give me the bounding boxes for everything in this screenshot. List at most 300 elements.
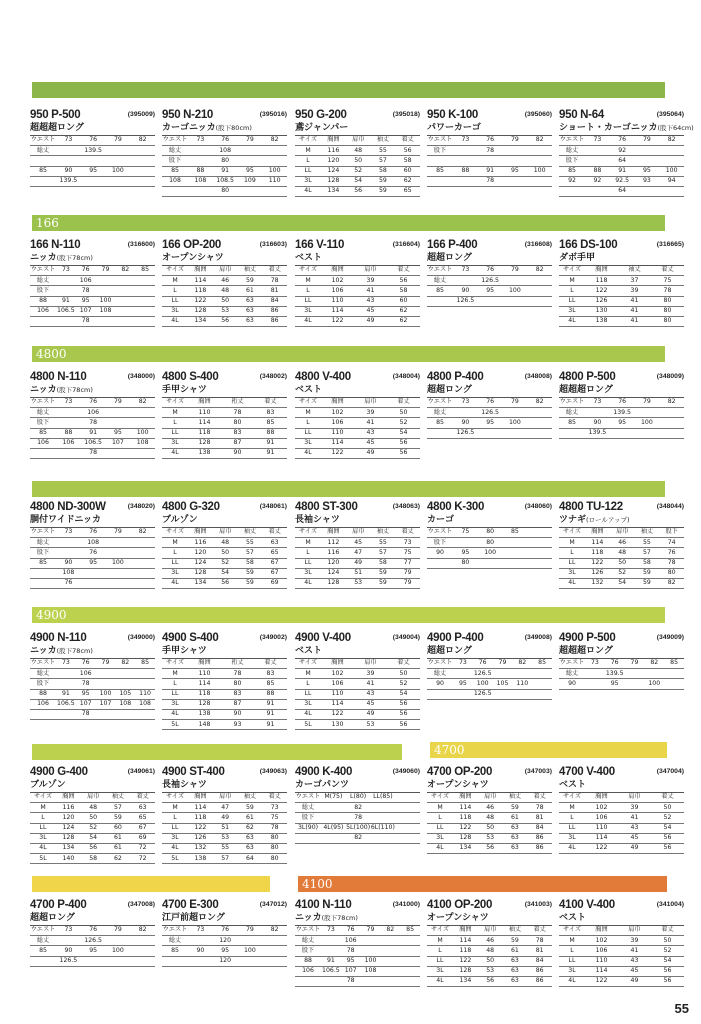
size-cell: 41 (630, 813, 639, 821)
size-row (559, 177, 684, 187)
size-row (295, 439, 420, 449)
size-cell: 5L (171, 720, 179, 728)
size-row (427, 946, 552, 956)
size-cell: 134 (459, 844, 472, 852)
size-cell: 85 (266, 679, 275, 687)
size-row (559, 276, 684, 286)
size-cell: 95 (461, 548, 470, 556)
size-table (559, 926, 684, 987)
size-cell: 78 (667, 559, 676, 567)
product-code: 4100 N-110 (341000) (295, 899, 420, 911)
product-name: 超超ロング (427, 386, 552, 398)
size-cell: 63 (245, 307, 254, 315)
size-cell: 78 (346, 977, 355, 985)
product-name: 超超超ロング (559, 647, 684, 659)
size-cell: 股下 (433, 146, 447, 154)
size-cell: 95 (89, 946, 98, 954)
size-row (559, 146, 684, 156)
size-cell: 着丈 (397, 398, 410, 406)
size-row (162, 824, 287, 834)
size-cell: 128 (62, 834, 75, 842)
size-cell: 91 (266, 710, 275, 718)
size-table (162, 266, 287, 327)
size-row (427, 844, 552, 854)
size-cell: 86 (535, 834, 544, 842)
product-number: (341000) (392, 901, 420, 908)
size-cell: 着丈 (533, 926, 546, 934)
size-cell: 54 (399, 690, 408, 698)
size-cell: 122 (459, 824, 472, 832)
product-number: (348063) (392, 503, 420, 510)
size-row (295, 946, 420, 956)
size-cell: 総丈 (565, 669, 579, 677)
size-cell: 73 (326, 926, 335, 934)
size-cell: 82 (138, 398, 147, 406)
size-cell: 80 (270, 844, 279, 852)
size-cell: 79 (366, 926, 375, 934)
size-cell: LL (568, 559, 576, 567)
size-cell: 4L (171, 317, 179, 325)
size-cell: 85 (436, 167, 444, 175)
size-cell: 90 (196, 946, 205, 954)
size-cell: 85 (39, 167, 47, 175)
size-cell: 胸囲 (194, 266, 207, 274)
size-cell: L (306, 679, 310, 687)
size-cell: 78 (81, 710, 90, 718)
size-row (427, 659, 552, 669)
size-row (559, 834, 684, 844)
product-card (427, 900, 552, 987)
size-cell: 76 (81, 266, 90, 274)
size-cell: 95 (245, 167, 254, 175)
size-row (427, 429, 552, 439)
size-cell: 116 (194, 538, 207, 546)
size-row (427, 528, 552, 538)
size-cell: ウエスト (295, 926, 321, 934)
size-cell: 41 (630, 297, 639, 305)
size-cell: 5L (171, 854, 179, 862)
size-cell: サイズ (562, 926, 582, 934)
size-row (295, 579, 420, 589)
size-cell: 肩巾 (218, 793, 232, 801)
size-cell: 108 (219, 146, 232, 154)
size-cell: 114 (459, 936, 472, 944)
product-card (295, 502, 420, 589)
size-cell: 肩巾 (364, 398, 377, 406)
size-row (162, 926, 287, 936)
size-cell: 袖丈 (376, 136, 390, 144)
product-card (427, 240, 552, 307)
size-cell: 76 (89, 926, 98, 934)
size-cell: 91 (266, 439, 275, 447)
product-name: ダボ手甲 (559, 254, 684, 266)
size-cell: 48 (89, 803, 98, 811)
size-row (559, 297, 684, 307)
product-code: 4800 K-300 (348060) (427, 501, 552, 513)
size-cell: 総丈 (433, 276, 447, 284)
size-cell: 106 (79, 276, 92, 284)
size-cell: 106 (87, 408, 100, 416)
size-row (427, 297, 552, 307)
size-cell: LL (39, 824, 47, 832)
size-cell: L(80) (350, 793, 367, 801)
size-cell: 100 (648, 679, 661, 687)
product-name: 手甲シャツ (162, 386, 287, 398)
size-cell: 80 (233, 418, 242, 426)
size-cell: 138 (198, 710, 211, 718)
size-cell: 56 (399, 720, 408, 728)
size-cell: 75 (461, 528, 470, 536)
size-cell: 胸囲 (595, 926, 608, 934)
size-cell: 108 (136, 439, 149, 447)
size-cell: 59 (113, 813, 122, 821)
size-cell: 126 (194, 834, 207, 842)
size-row (295, 187, 420, 197)
size-cell: L (306, 418, 310, 426)
size-cell: LL (304, 429, 312, 437)
size-cell: 61 (245, 813, 254, 821)
size-cell: 73 (461, 266, 470, 274)
product-code: 166 DS-100 (316665) (559, 239, 684, 251)
size-cell: 63 (510, 957, 519, 965)
size-cell: 76 (486, 136, 495, 144)
product-number: (316604) (392, 241, 420, 248)
product-name: オープンシャツ (427, 914, 552, 926)
size-cell: 90 (593, 418, 602, 426)
product-name-note: (ロールアップ) (586, 516, 630, 524)
product-name-note: (股下78cm) (56, 386, 93, 394)
size-cell: 95 (510, 167, 519, 175)
size-cell: 4L (568, 977, 576, 985)
size-cell: 73 (593, 398, 602, 406)
product-code: 4900 S-400 (349002) (162, 632, 287, 644)
size-cell: 85 (538, 659, 547, 667)
product-name-note: (股下64cm) (657, 124, 694, 132)
size-cell: 49 (366, 710, 375, 718)
size-cell: 46 (221, 276, 230, 284)
size-row (559, 538, 684, 548)
size-cell: 59 (510, 803, 519, 811)
size-table (30, 398, 155, 459)
size-cell: 胸囲 (194, 528, 207, 536)
product-code: 4700 P-400 (347008) (30, 899, 155, 911)
size-cell: 67 (138, 824, 147, 832)
size-cell: M (172, 669, 178, 677)
size-cell: 108 (169, 177, 181, 185)
product-card (559, 900, 684, 987)
size-cell: 80 (486, 528, 495, 536)
size-cell: 78 (89, 449, 98, 457)
size-cell: 52 (618, 569, 627, 577)
size-cell: 108 (87, 538, 100, 546)
size-cell: 4L (436, 844, 444, 852)
size-table (559, 398, 684, 439)
size-row (427, 669, 552, 679)
size-cell: 3L (304, 439, 312, 447)
size-cell: LL (171, 559, 179, 567)
size-cell: M (569, 803, 575, 811)
size-cell: 79 (403, 579, 412, 587)
product-number: (316600) (127, 241, 155, 248)
size-cell: 100 (243, 946, 256, 954)
size-cell: 108.5 (216, 177, 234, 185)
product-number: (341004) (656, 901, 684, 908)
size-row (30, 538, 155, 548)
size-cell: 88 (39, 297, 47, 305)
size-row (559, 936, 684, 946)
size-cell: 92 (593, 177, 602, 185)
size-cell: 39 (366, 408, 375, 416)
size-cell: 股下 (36, 548, 50, 556)
size-cell: 着丈 (661, 793, 674, 801)
size-row (295, 690, 420, 700)
size-cell: 95 (81, 297, 90, 305)
size-table (295, 528, 420, 589)
size-row (559, 679, 684, 689)
size-row (559, 167, 684, 177)
size-row (162, 307, 287, 317)
product-name: 長袖シャツ (295, 516, 420, 528)
size-cell: 102 (331, 276, 344, 284)
size-cell: 90 (436, 548, 444, 556)
size-cell: 67 (270, 569, 279, 577)
product-number: (316665) (656, 241, 684, 248)
size-cell: 45 (366, 307, 375, 315)
size-cell: 116 (327, 146, 340, 154)
size-row (295, 803, 420, 813)
size-cell: ウエスト (30, 398, 56, 406)
size-cell: 63 (510, 977, 519, 985)
size-cell: 39 (366, 669, 375, 677)
size-row (295, 710, 420, 720)
size-cell: 80 (461, 559, 470, 567)
size-cell: 76 (89, 548, 98, 556)
size-cell: 90 (233, 449, 242, 457)
size-cell: 56 (486, 844, 495, 852)
size-row (427, 266, 552, 276)
section-band: 4100 (298, 876, 667, 892)
product-name: ベスト (559, 781, 684, 793)
product-number: (349008) (524, 634, 552, 641)
size-cell: 3L (436, 834, 444, 842)
size-row (30, 700, 155, 710)
size-cell: 総丈 (433, 408, 447, 416)
size-row (30, 297, 155, 307)
product-card (295, 372, 420, 459)
size-cell: 82 (650, 659, 659, 667)
size-cell: 47 (354, 548, 363, 556)
size-cell: 股下 (301, 946, 315, 954)
size-cell: 130 (595, 307, 608, 315)
size-cell: 41 (630, 317, 639, 325)
size-cell: 45 (366, 700, 375, 708)
size-cell: 95 (486, 286, 495, 294)
size-cell: 股下 (36, 679, 50, 687)
size-cell: 着丈 (397, 266, 410, 274)
size-cell: 114 (459, 803, 472, 811)
size-cell: 114 (331, 307, 344, 315)
section-band (32, 481, 665, 497)
size-cell: 59 (642, 569, 651, 577)
size-row (162, 936, 287, 946)
size-cell: 50 (354, 156, 363, 164)
size-cell: 100 (533, 167, 546, 175)
size-row (427, 977, 552, 987)
size-cell: 92 (618, 146, 627, 154)
size-cell: 股下 (665, 528, 678, 536)
product-card (30, 502, 155, 589)
size-cell: 58 (378, 559, 387, 567)
size-cell: 85 (406, 926, 415, 934)
size-cell: 82 (518, 659, 527, 667)
size-cell: 78 (270, 276, 279, 284)
size-cell: 78 (486, 177, 495, 185)
size-cell: サイズ (298, 528, 318, 536)
product-name: 胴付ワイドニッカ (30, 516, 155, 528)
product-name: 江戸前超ロング (162, 914, 287, 926)
size-cell: 106 (595, 946, 608, 954)
size-table (427, 266, 552, 307)
size-cell: 82 (121, 659, 130, 667)
size-cell: 胸囲 (327, 136, 340, 144)
size-row (559, 187, 684, 197)
size-cell: 109 (243, 177, 256, 185)
size-cell: 85 (39, 946, 47, 954)
size-row (427, 156, 552, 166)
page-number: 55 (674, 1001, 689, 1016)
size-row (295, 824, 420, 834)
size-cell: 56 (399, 449, 408, 457)
section-band (32, 82, 665, 98)
size-row (162, 408, 287, 418)
size-cell: 134 (194, 579, 207, 587)
size-row (162, 669, 287, 679)
size-cell: 91 (486, 167, 495, 175)
size-cell: 106 (37, 439, 49, 447)
size-cell: 85 (670, 659, 679, 667)
size-cell: M (569, 538, 575, 546)
product-code: 4900 P-500 (349009) (559, 632, 684, 644)
size-row (427, 957, 552, 967)
product-name: パワーカーゴ (427, 124, 552, 136)
size-cell: 股下 (301, 813, 315, 821)
size-cell: 着丈 (264, 398, 277, 406)
size-row (162, 957, 287, 967)
size-cell: 130 (331, 720, 344, 728)
size-cell: 52 (221, 559, 230, 567)
size-cell: 5L (304, 720, 312, 728)
size-cell: 138 (595, 317, 608, 325)
size-cell: 108 (364, 967, 377, 975)
size-cell: 49 (630, 844, 639, 852)
size-cell: ウエスト (427, 528, 453, 536)
size-cell: 45 (366, 439, 375, 447)
size-cell: 126 (595, 297, 608, 305)
size-cell: 107 (79, 307, 92, 315)
size-cell: M (305, 146, 311, 154)
size-cell: 82 (386, 926, 395, 934)
size-cell: 76 (486, 266, 495, 274)
size-cell: M (569, 276, 575, 284)
size-cell: 139.5 (588, 429, 607, 437)
size-cell: 55 (642, 538, 651, 546)
product-name: ニッカ(股下78cm) (295, 914, 420, 926)
size-row (295, 276, 420, 286)
size-row (162, 579, 287, 589)
size-cell: 50 (663, 936, 672, 944)
size-row (295, 528, 420, 538)
size-cell: 134 (459, 977, 472, 985)
size-cell: 48 (354, 146, 363, 154)
size-cell: 122 (331, 449, 344, 457)
size-row (162, 297, 287, 307)
size-row (30, 286, 155, 296)
size-row (295, 813, 420, 823)
size-cell: 82 (667, 136, 676, 144)
size-cell: 118 (459, 946, 472, 954)
size-row (295, 429, 420, 439)
product-number: (349004) (392, 634, 420, 641)
size-cell: 55 (245, 538, 254, 546)
size-cell: 76 (221, 926, 230, 934)
size-cell: 86 (270, 317, 279, 325)
size-cell: 124 (194, 559, 207, 567)
size-cell: 胸囲 (459, 926, 472, 934)
size-cell: 110 (268, 177, 281, 185)
size-cell: 総丈 (301, 803, 315, 811)
size-cell: 57 (378, 156, 387, 164)
size-cell: ウエスト (30, 926, 56, 934)
size-cell: 56 (663, 977, 672, 985)
size-cell: 79 (510, 398, 519, 406)
product-name: 超超超ロング (30, 124, 155, 136)
size-row (30, 528, 155, 538)
size-cell: 総丈 (168, 936, 182, 944)
size-cell: 3L (171, 700, 179, 708)
size-cell: 95 (89, 167, 98, 175)
size-row (427, 824, 552, 834)
size-cell: 総丈 (565, 146, 579, 154)
size-row (30, 418, 155, 428)
size-cell: 76 (89, 528, 98, 536)
size-cell: LL (568, 297, 576, 305)
size-cell: 95 (346, 957, 355, 965)
size-cell: 4L (568, 579, 576, 587)
product-number: (349061) (127, 768, 155, 775)
product-number: (348020) (127, 503, 155, 510)
size-row (559, 408, 684, 418)
size-cell: ウエスト (295, 793, 321, 801)
size-cell: 総丈 (168, 146, 182, 154)
size-cell: 80 (270, 834, 279, 842)
size-cell: 総丈 (36, 408, 50, 416)
size-row (295, 297, 420, 307)
size-cell: 肩巾 (86, 793, 100, 801)
size-cell: 124 (327, 167, 340, 175)
size-cell: 48 (618, 548, 627, 556)
size-cell: 76 (667, 548, 676, 556)
product-number: (347003) (524, 768, 552, 775)
size-cell: 3L (568, 307, 576, 315)
size-cell: 80 (667, 569, 676, 577)
size-table (295, 136, 420, 197)
size-row (30, 276, 155, 286)
size-cell: 95 (642, 167, 651, 175)
size-table (30, 659, 155, 720)
size-cell: 106 (331, 286, 344, 294)
size-cell: 128 (327, 579, 340, 587)
size-cell: 59 (245, 803, 254, 811)
